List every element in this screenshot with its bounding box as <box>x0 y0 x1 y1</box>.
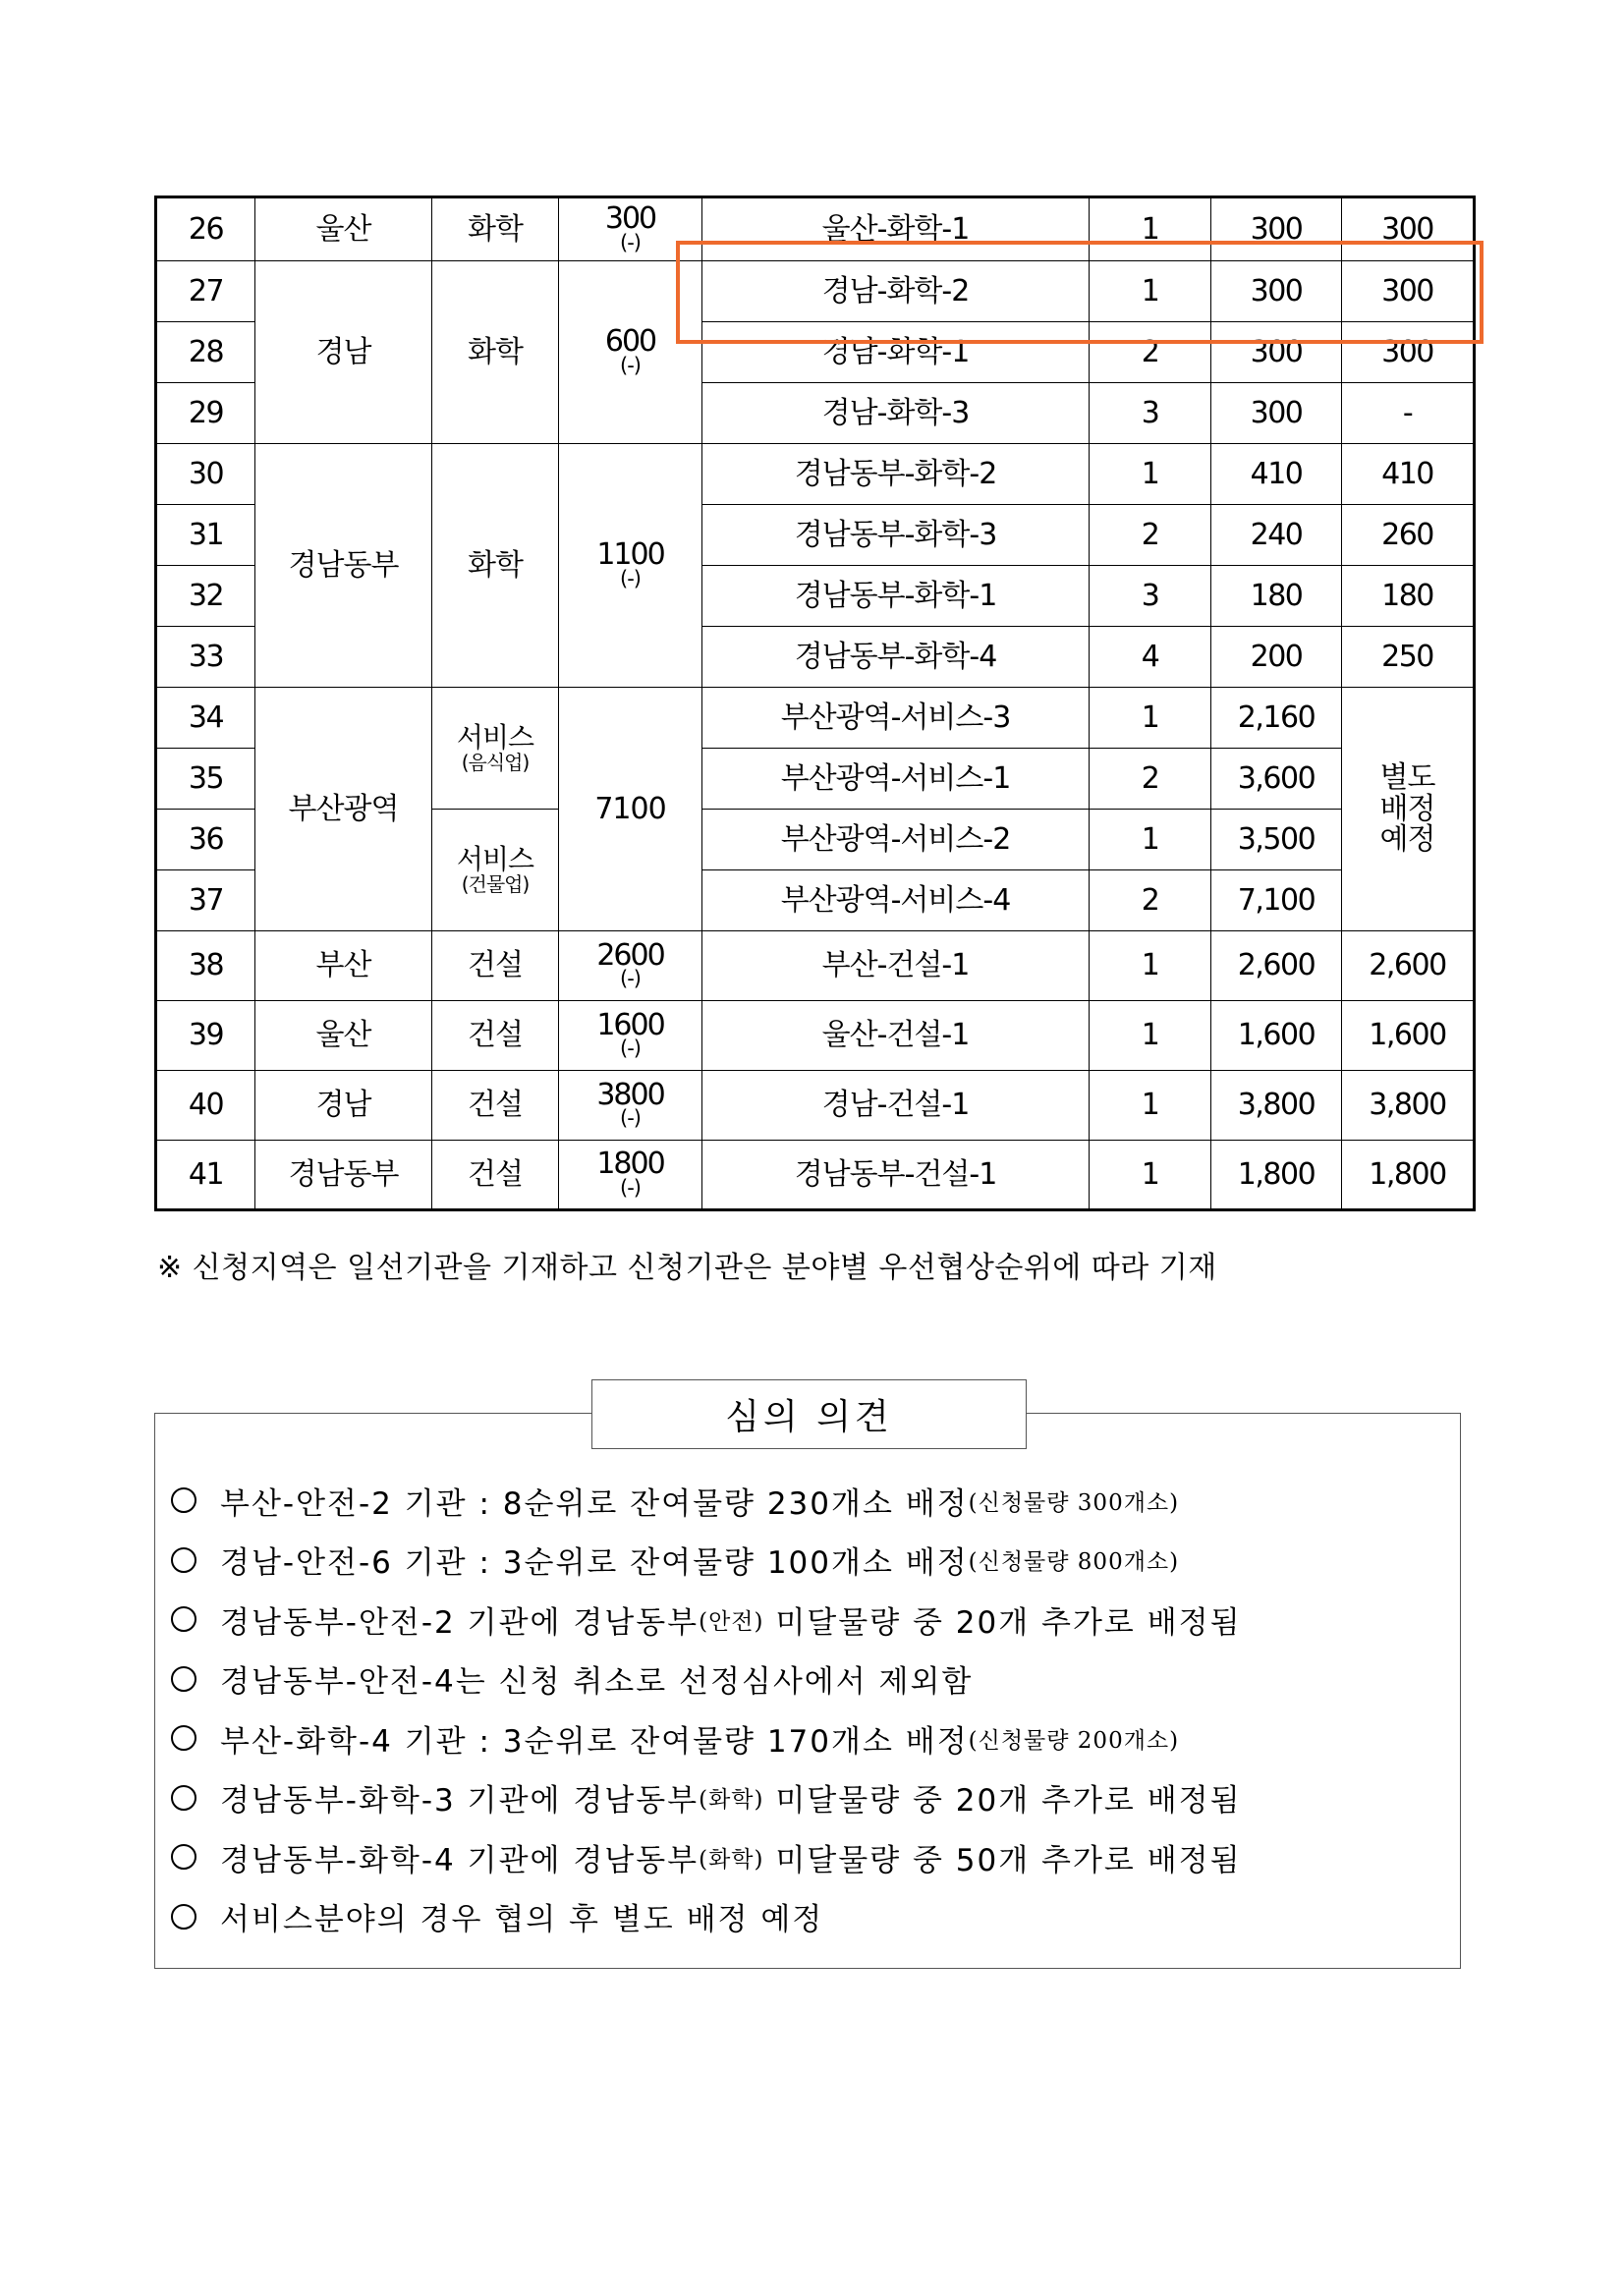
row-number: 30 <box>156 444 255 505</box>
allocated-cell: 260 <box>1342 505 1475 566</box>
requested-cell: 300 <box>1211 322 1342 383</box>
capacity-value: 300 <box>604 201 656 237</box>
capacity-note: (-) <box>620 1106 641 1131</box>
rank-cell: 1 <box>1090 1071 1211 1141</box>
requested-cell: 2,600 <box>1211 931 1342 1001</box>
field-name: 서비스 <box>456 721 534 755</box>
field-subtype: (음식업) <box>461 750 530 774</box>
row-number: 36 <box>156 810 255 870</box>
capacity-note: (-) <box>620 566 641 590</box>
item-note: (신청물량 200개소) <box>968 1727 1180 1754</box>
requested-cell: 200 <box>1211 627 1342 688</box>
rank-cell: 2 <box>1090 505 1211 566</box>
allocated-cell: 300 <box>1342 197 1475 261</box>
allocated-cell: 300 <box>1342 322 1475 383</box>
capacity-cell <box>559 197 702 261</box>
circle-bullet-icon <box>171 1547 196 1573</box>
field-cell: 건설 <box>432 1141 559 1210</box>
allocated-cell: 별도 배정 예정 <box>1342 688 1475 931</box>
rank-cell: 1 <box>1090 1141 1211 1210</box>
field-cell: 화학 <box>432 444 559 688</box>
field-cell: 화학 <box>432 197 559 261</box>
row-number: 34 <box>156 688 255 749</box>
institution-cell: 경남-화학-2 <box>702 261 1090 322</box>
field-cell: 건설 <box>432 931 559 1001</box>
field-name: 서비스 <box>456 843 534 876</box>
rank-cell: 4 <box>1090 627 1211 688</box>
row-number: 35 <box>156 749 255 810</box>
review-title: 심의 의견 <box>591 1379 1027 1449</box>
requested-cell: 180 <box>1211 566 1342 627</box>
field-cell: 화학 <box>432 261 559 444</box>
institution-cell: 울산-화학-1 <box>702 197 1090 261</box>
row-number: 41 <box>156 1141 255 1210</box>
requested-cell: 240 <box>1211 505 1342 566</box>
capacity-value: 1600 <box>596 1007 664 1042</box>
circle-bullet-icon <box>171 1487 196 1513</box>
table-row <box>156 261 1475 322</box>
allocated-cell: 1,800 <box>1342 1141 1475 1210</box>
allocated-cell: 180 <box>1342 566 1475 627</box>
item-note: (신청물량 300개소) <box>968 1489 1180 1516</box>
field-cell: 건설 <box>432 1071 559 1141</box>
rank-cell: 1 <box>1090 261 1211 322</box>
table-row <box>156 931 1475 1001</box>
institution-cell: 경남-화학-1 <box>702 322 1090 383</box>
row-number: 27 <box>156 261 255 322</box>
allocated-cell: 2,600 <box>1342 931 1475 1001</box>
rank-cell: 1 <box>1090 197 1211 261</box>
requested-cell: 300 <box>1211 261 1342 322</box>
item-text-end: 미달물량 중 50개 추가로 배정됨 <box>763 1842 1242 1878</box>
field-cell <box>432 810 559 931</box>
list-item <box>171 1590 1242 1650</box>
capacity-value: 1100 <box>596 537 664 573</box>
item-text: 서비스분야의 경우 협의 후 별도 배정 예정 <box>220 1902 824 1938</box>
item-text: 부산-화학-4 기관 : 3순위로 잔여물량 170개소 배정 <box>220 1723 969 1760</box>
institution-cell: 부산광역-서비스-1 <box>702 749 1090 810</box>
region-cell: 경남 <box>255 261 432 444</box>
item-note: (안전) <box>699 1608 764 1635</box>
field-subtype: (건물업) <box>461 871 530 896</box>
circle-bullet-icon <box>171 1785 196 1811</box>
capacity-note: (-) <box>620 1036 641 1061</box>
row-number: 31 <box>156 505 255 566</box>
list-item <box>171 1531 1242 1591</box>
region-cell: 부산 <box>255 931 432 1001</box>
institution-cell: 부산광역-서비스-3 <box>702 688 1090 749</box>
list-item <box>171 1768 1242 1828</box>
allocated-cell: 410 <box>1342 444 1475 505</box>
capacity-cell <box>559 444 702 688</box>
requested-cell: 3,600 <box>1211 749 1342 810</box>
capacity-value: 1800 <box>596 1147 664 1182</box>
institution-cell: 경남동부-화학-3 <box>702 505 1090 566</box>
table-row <box>156 1071 1475 1141</box>
allocated-cell: - <box>1342 383 1475 444</box>
requested-cell: 1,800 <box>1211 1141 1342 1210</box>
capacity-cell <box>559 1071 702 1141</box>
capacity-value: 3800 <box>596 1077 664 1112</box>
allocated-cell: 1,600 <box>1342 1001 1475 1071</box>
institution-cell: 경남동부-건설-1 <box>702 1141 1090 1210</box>
item-text: 경남동부-안전-4는 신청 취소로 선정심사에서 제외함 <box>220 1664 974 1701</box>
rank-cell: 2 <box>1090 322 1211 383</box>
institution-cell: 경남-건설-1 <box>702 1071 1090 1141</box>
requested-cell: 300 <box>1211 383 1342 444</box>
requested-cell: 7,100 <box>1211 870 1342 931</box>
row-number: 32 <box>156 566 255 627</box>
capacity-note: (-) <box>620 353 641 377</box>
rank-cell: 2 <box>1090 870 1211 931</box>
rank-cell: 1 <box>1090 688 1211 749</box>
capacity-cell <box>559 261 702 444</box>
institution-cell: 경남-화학-3 <box>702 383 1090 444</box>
item-note: (화학) <box>699 1787 764 1814</box>
region-cell: 울산 <box>255 197 432 261</box>
allocated-cell: 3,800 <box>1342 1071 1475 1141</box>
row-number: 33 <box>156 627 255 688</box>
institution-cell: 경남동부-화학-1 <box>702 566 1090 627</box>
review-list <box>171 1471 1242 1946</box>
item-note: (화학) <box>699 1846 764 1873</box>
field-cell: 건설 <box>432 1001 559 1071</box>
rank-cell: 1 <box>1090 931 1211 1001</box>
item-text-end: 미달물량 중 20개 추가로 배정됨 <box>763 1783 1242 1820</box>
table-row <box>156 1141 1475 1210</box>
region-cell: 경남동부 <box>255 1141 432 1210</box>
row-number: 28 <box>156 322 255 383</box>
region-cell: 울산 <box>255 1001 432 1071</box>
rank-cell: 3 <box>1090 383 1211 444</box>
circle-bullet-icon <box>171 1844 196 1870</box>
allocation-table <box>154 196 1476 1211</box>
capacity-cell <box>559 931 702 1001</box>
table-row <box>156 1001 1475 1071</box>
footnote: ※ 신청지역은 일선기관을 기재하고 신청기관은 분야별 우선협상순위에 따라 기재 <box>157 1251 1217 1285</box>
row-number: 38 <box>156 931 255 1001</box>
rank-cell: 1 <box>1090 1001 1211 1071</box>
list-item <box>171 1887 1242 1947</box>
capacity-value: 2600 <box>596 937 664 973</box>
institution-cell: 경남동부-화학-4 <box>702 627 1090 688</box>
item-text: 경남동부-안전-2 기관에 경남동부 <box>220 1604 700 1641</box>
requested-cell: 3,500 <box>1211 810 1342 870</box>
table-row <box>156 688 1475 749</box>
item-text-end: 미달물량 중 20개 추가로 배정됨 <box>763 1604 1242 1641</box>
institution-cell: 울산-건설-1 <box>702 1001 1090 1071</box>
field-cell <box>432 688 559 810</box>
capacity-cell <box>559 1001 702 1071</box>
row-number: 40 <box>156 1071 255 1141</box>
requested-cell: 3,800 <box>1211 1071 1342 1141</box>
capacity-note: (-) <box>620 967 641 991</box>
row-number: 37 <box>156 870 255 931</box>
circle-bullet-icon <box>171 1725 196 1751</box>
capacity-cell <box>559 1141 702 1210</box>
rank-cell: 2 <box>1090 749 1211 810</box>
row-number: 29 <box>156 383 255 444</box>
capacity-value: 600 <box>604 324 656 360</box>
rank-cell: 1 <box>1090 444 1211 505</box>
circle-bullet-icon <box>171 1606 196 1632</box>
item-text: 경남동부-화학-3 기관에 경남동부 <box>220 1783 700 1820</box>
item-text: 부산-안전-2 기관 : 8순위로 잔여물량 230개소 배정 <box>220 1485 969 1522</box>
region-cell: 부산광역 <box>255 688 432 931</box>
list-item <box>171 1827 1242 1887</box>
requested-cell: 300 <box>1211 197 1342 261</box>
institution-cell: 부산광역-서비스-4 <box>702 870 1090 931</box>
item-text: 경남-안전-6 기관 : 3순위로 잔여물량 100개소 배정 <box>220 1545 969 1582</box>
rank-cell: 3 <box>1090 566 1211 627</box>
list-item <box>171 1650 1242 1709</box>
table-row <box>156 444 1475 505</box>
item-text: 경남동부-화학-4 기관에 경남동부 <box>220 1842 700 1878</box>
circle-bullet-icon <box>171 1904 196 1930</box>
region-cell: 경남동부 <box>255 444 432 688</box>
institution-cell: 부산-건설-1 <box>702 931 1090 1001</box>
row-number: 39 <box>156 1001 255 1071</box>
row-number: 26 <box>156 197 255 261</box>
table-row <box>156 197 1475 261</box>
requested-cell: 2,160 <box>1211 688 1342 749</box>
allocated-cell: 250 <box>1342 627 1475 688</box>
institution-cell: 부산광역-서비스-2 <box>702 810 1090 870</box>
requested-cell: 410 <box>1211 444 1342 505</box>
institution-cell: 경남동부-화학-2 <box>702 444 1090 505</box>
region-cell: 경남 <box>255 1071 432 1141</box>
list-item <box>171 1471 1242 1531</box>
capacity-cell: 7100 <box>559 688 702 931</box>
item-note: (신청물량 800개소) <box>968 1549 1180 1576</box>
rank-cell: 1 <box>1090 810 1211 870</box>
requested-cell: 1,600 <box>1211 1001 1342 1071</box>
list-item <box>171 1708 1242 1768</box>
capacity-note: (-) <box>620 1175 641 1200</box>
circle-bullet-icon <box>171 1666 196 1692</box>
allocated-cell: 300 <box>1342 261 1475 322</box>
capacity-note: (-) <box>620 230 641 254</box>
allocation-table-wrap <box>154 196 1473 1211</box>
